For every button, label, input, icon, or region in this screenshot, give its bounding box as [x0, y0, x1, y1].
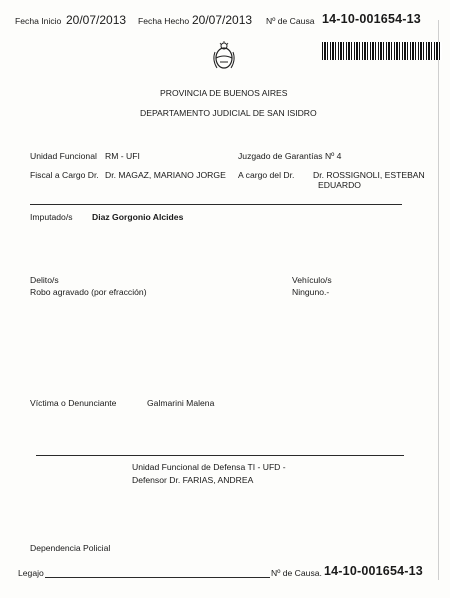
- fecha-hecho-label: Fecha Hecho: [138, 16, 190, 26]
- separator-bottom: [36, 455, 404, 456]
- footer-causa-number: 14-10-001654-13: [324, 564, 423, 578]
- imputado-label: Imputado/s: [30, 212, 73, 222]
- imputado-value: Diaz Gorgonio Alcides: [92, 212, 184, 222]
- victima-value: Galmarini Malena: [147, 398, 215, 408]
- page-right-edge: [438, 20, 439, 580]
- victima-label: Víctima o Denunciante: [30, 398, 117, 408]
- a-cargo-label: A cargo del Dr.: [238, 170, 295, 180]
- separator-top: [30, 204, 402, 205]
- argentine-coat-of-arms-icon: [211, 40, 237, 72]
- fecha-inicio-label: Fecha Inicio: [15, 16, 62, 26]
- causa-label: Nº de Causa: [266, 16, 315, 26]
- footer-causa-label: Nº de Causa.: [271, 568, 322, 578]
- unidad-funcional-label: Unidad Funcional: [30, 151, 97, 161]
- causa-number: 14-10-001654-13: [322, 12, 421, 26]
- juzgado-label: Juzgado de Garantías Nº 4: [238, 151, 342, 161]
- legajo-line: [45, 577, 270, 578]
- dependencia-label: Dependencia Policial: [30, 543, 111, 553]
- fecha-inicio-value: 20/07/2013: [66, 13, 127, 27]
- defensor-name: Defensor Dr. FARIAS, ANDREA: [132, 475, 254, 485]
- legajo-label: Legajo: [18, 568, 44, 578]
- vehiculo-label: Vehículo/s: [292, 275, 332, 285]
- fiscal-value: Dr. MAGAZ, MARIANO JORGE: [105, 170, 226, 180]
- defensa-unidad: Unidad Funcional de Defensa TI - UFD -: [132, 462, 286, 472]
- fiscal-label: Fiscal a Cargo Dr.: [30, 170, 99, 180]
- a-cargo-value-cont: EDUARDO: [318, 180, 361, 190]
- barcode-icon: [322, 42, 442, 60]
- fecha-hecho-value: 20/07/2013: [192, 13, 253, 27]
- a-cargo-value: Dr. ROSSIGNOLI, ESTEBAN: [313, 170, 425, 180]
- province-title: PROVINCIA DE BUENOS AIRES: [160, 88, 288, 98]
- delito-value: Robo agravado (por efracción): [30, 287, 147, 297]
- unidad-funcional-value: RM - UFI: [105, 151, 140, 161]
- department-title: DEPARTAMENTO JUDICIAL DE SAN ISIDRO: [140, 108, 317, 118]
- delito-label: Delito/s: [30, 275, 59, 285]
- vehiculo-value: Ninguno.-: [292, 287, 330, 297]
